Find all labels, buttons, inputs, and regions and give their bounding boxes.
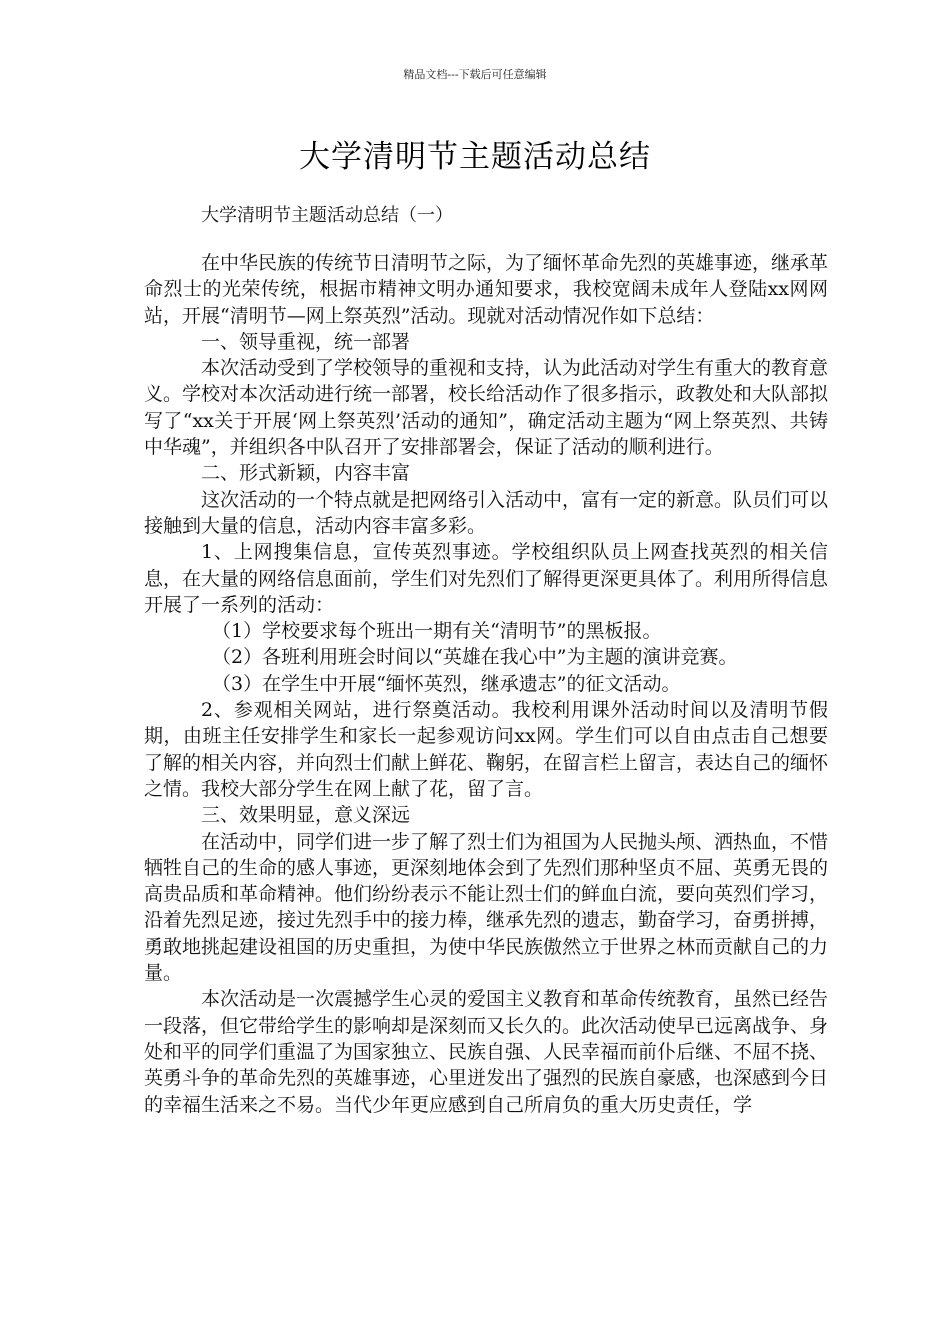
heading-leadership: 一、领导重视，统一部署 — [201, 330, 411, 353]
section-subtitle: 大学清明节主题活动总结（一） — [201, 205, 453, 226]
heading-format: 二、形式新颖，内容丰富 — [201, 462, 411, 485]
paragraph-item-1: 1、上网搜集信息，宣传英烈事迹。学校组织队员上网查找英烈的相关信息，在大量的网络信息面前，学生们对先烈们了解得更深更具体了。利用所得信息开展了一系列的活动： — [144, 541, 829, 616]
paragraph-subitem-2: （2）各班利用班会时间以“英雄在我心中”为主题的演讲竞赛。 — [212, 646, 738, 669]
header-note: 精品文档---下载后可任意编辑 — [403, 68, 547, 81]
paragraph-subitem-3: （3）在学生中开展“缅怀英烈，继承遗志”的征文活动。 — [212, 672, 681, 695]
document-body — [144, 250, 828, 1118]
paragraph-conclusion: 本次活动是一次震撼学生心灵的爱国主义教育和革命传统教育，虽然已经告一段落，但它带给学生的影响却是深刻而又长久的。此次活动使早已远离战争、身处和平的同学们重温了为国家独立、民族自强、人民幸福而前仆后继、不屈不挠、英勇斗争的革命先烈的英雄事迹，心里迸发出了强烈的民族自豪感，也深感到今日的幸福生活来之不易。当代少年更应感到自己所肩负的重大历史责任，学 — [144, 988, 829, 1116]
paragraph-format: 这次活动的一个特点就是把网络引入活动中，富有一定的新意。队员们可以接触到大量的信息，活动内容丰富多彩。 — [144, 488, 829, 537]
heading-effect: 三、效果明显，意义深远 — [201, 804, 411, 827]
page-title: 大学清明节主题活动总结 — [299, 139, 651, 175]
paragraph-effect: 在活动中，同学们进一步了解了烈士们为祖国为人民抛头颅、洒热血，不惜牺牲自己的生命的感人事迹，更深刻地体会到了先烈们那种坚贞不屈、英勇无畏的高贵品质和革命精神。他们纷纷表示不能让烈士们的鲜血白流，要向英烈们学习，沿着先烈足迹，接过先烈手中的接力棒，继承先烈的遗志，勤奋学习，奋勇拼搏，勇敢地挑起建设祖国的历史重担，为使中华民族傲然立于世界之林而贡献自己的力量。 — [144, 830, 829, 985]
paragraph-subitem-1: （1）学校要求每个班出一期有关“清明节”的黑板报。 — [212, 620, 662, 643]
paragraph-item-2: 2、参观相关网站，进行祭奠活动。我校利用课外活动时间以及清明节假期，由班主任安排学生和家长一起参观访问xx网。学生们可以自由点击自己想要了解的相关内容，并向烈士们献上鲜花、鞠躬，在留言栏上留言，表达自己的缅怀之情。我校大部分学生在网上献了花，留了言。 — [144, 699, 829, 800]
paragraph-leadership: 本次活动受到了学校领导的重视和支持，认为此活动对学生有重大的教育意义。学校对本次活动进行统一部署，校长给活动作了很多指示，政教处和大队部拟写了“xx关于开展‘网上祭英烈’活动的通知”，确定活动主题为“网上祭英烈、共铸中华魂”，并组织各中队召开了安排部署会，保证了活动的顺利进行。 — [144, 357, 829, 459]
paragraph-intro: 在中华民族的传统节日清明节之际，为了缅怀革命先烈的英雄事迹，继承革命烈士的光荣传统，根据市精神文明办通知要求，我校宽阔未成年人登陆xx网网站，开展“清明节—网上祭英烈”活动。现就对活动情况作如下总结： — [144, 252, 829, 327]
